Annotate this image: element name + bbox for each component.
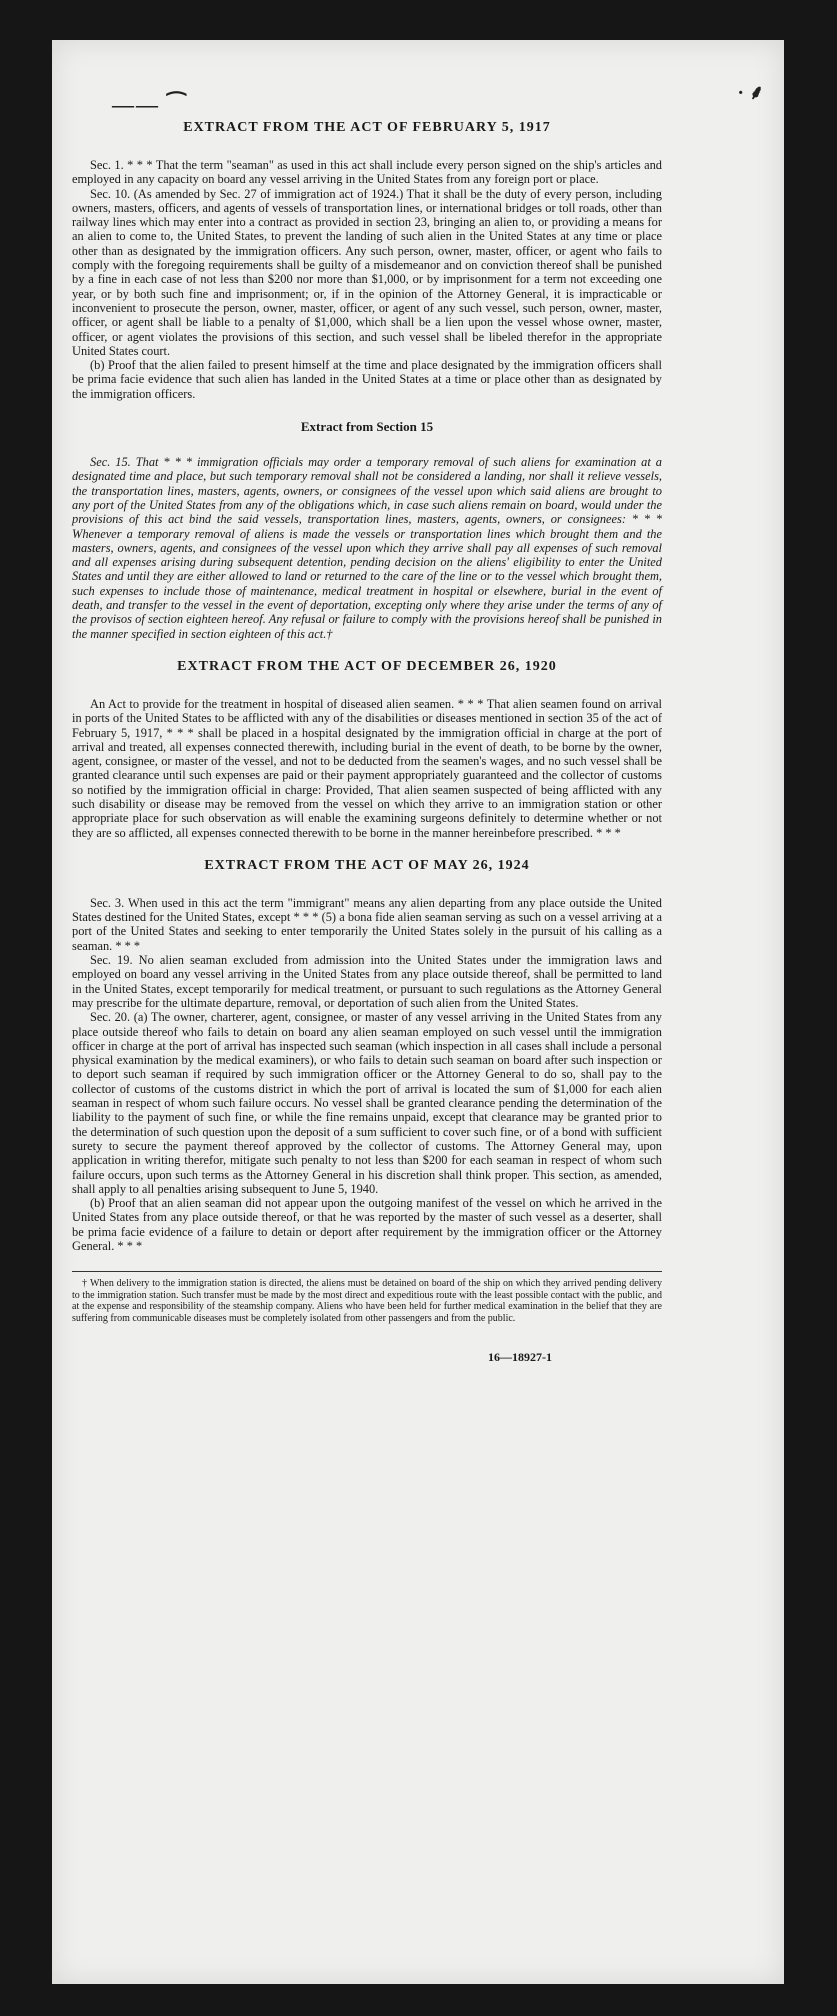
paragraph-sec-1: Sec. 1. * * * That the term "seaman" as used in this act shall include every person signed on the ship's articles and employed in any capacity on board any vessel arriving in the United States from any foreign port or place. [72,158,662,187]
paragraph-sec-19: Sec. 19. No alien seaman excluded from admission into the United States under the immigration laws and employed on board any vessel arriving in the United States from any place outside thereof, shall be permitted to land in the United States, except temporarily for medical treatment, or pursuant to such regulations as the Attorney General may prescribe for the ultimate departure, removal, or deportation of such alien from the United States. [72,953,662,1010]
paragraph-act-1920: An Act to provide for the treatment in hospital of diseased alien seamen. * * * That alien seamen found on arrival in ports of the United States to be afflicted with any of the disabilities or diseases mentioned in section 35 of the act of February 5, 1917, * * * shall be placed in a hospital designated by the immigration official in charge at the port of arrival and treated, all expenses connected therewith, including burial in the event of death, to be borne by the owner, agent, consignee, or master of the vessel, and not to be deducted from the seamen's wages, and no such vessel shall be granted clearance until such expenses are paid or their payment appropriately guaranteed and the collector of customs so notified by the immigration official in charge: Provided, That alien seamen suspected of being afflicted with any such disability or disease may be removed from the vessel on which they arrive to an immigration station or other appropriate place for such observation as will enable the examining surgeons definitely to determine whether or not they are so afflicted, all expenses connected therewith to be borne in the manner hereinbefore prescribed. * * * [72,696,662,840]
document-content [72,120,662,1365]
paragraph-sec-20-b: (b) Proof that an alien seaman did not appear upon the outgoing manifest of the vessel on which he arrived in the United States from any place outside thereof, or that he was reported by the master of such vessel as a deserter, shall be prima facie evidence of a failure to detain or deport after requirement by the immigration officer or the Attorney General. * * * [72,1196,662,1253]
footnote-text: † When delivery to the immigration station is directed, the aliens must be detained on board of the ship on which they arrived pending delivery to the immigration station. Such transfer must be made by the most direct and expeditious route with the least possible contact with the public, and at the expense and responsibility of the steamship company. Aliens who have been held for further medical examination in the belief that they are suffering from communicable diseases must be completely isolated from other passengers and from the public. [72,1278,662,1324]
corner-mark-right: · ⸙ [737,82,764,104]
section-title-act-1920: EXTRACT FROM THE ACT OF DECEMBER 26, 1920 [177,658,557,674]
section-act-1920 [72,659,662,840]
paragraph-sec-10-b: (b) Proof that the alien failed to present himself at the time and place designated by the immigration officers shall be prima facie evidence that such alien has landed in the United States at a time or place other than as designated by the immigration officers. [72,358,662,401]
section-title-act-1917: EXTRACT FROM THE ACT OF FEBRUARY 5, 1917 [183,120,551,135]
footnote-divider [72,1271,662,1272]
section-act-1917 [72,120,662,401]
paragraph-sec-3: Sec. 3. When used in this act the term "immigrant" means any alien departing from any place outside the United States destined for the United States, except * * * (5) a bona fide alien seaman serving as such on a vessel arriving at a port of the United States and seeking to enter temporarily the United States solely in the pursuit of his calling as a seaman. * * * [72,895,662,953]
paragraph-sec-15: Sec. 15. That * * * immigration officials may order a temporary removal of such aliens for examination at a designated time and place, but such temporary removal shall not be considered a landing, nor shall it relieve vessels, the transportation lines, masters, agents, owners, or consignees of the vessel upon which said aliens are brought to any port of the United States from any of the obligations which, in case such aliens remain on board, would under the provisions of this act bind the said vessels, transportation lines, masters, agents, owners, or consignees: * * * Whenever a temporary removal of aliens is made the vessels or transportation lines which brought them and the masters, owners, agents, and consignees of the vessel upon which they arrive shall pay all expenses of such removal and all expenses arising during subsequent detention, pending decision on the aliens' eligibility to enter the United States and until they are either allowed to land or returned to the care of the line or to the vessel which brought them, such expenses to include those of maintenance, medical treatment in hospital or elsewhere, burial in the event of death, and transfer to the vessel in the event of deportation, excepting only where they arise under the terms of any of the provisos of section eighteen hereof. Any refusal or failure to comply with the provisions hereof shall be punished in the manner specified in section eighteen of this act.† [72,455,662,641]
section-title-15: Extract from Section 15 [300,419,434,435]
footnote [72,1278,662,1324]
paragraph-sec-20-a: Sec. 20. (a) The owner, charterer, agent, consignee, or master of any vessel arriving in the United States from any place outside thereof who fails to detain on board any alien seaman employed on such vessel until the immigration officer in charge at the port of arrival has inspected such seaman (which inspection in all cases shall include a personal physical examination by the medical examiners), or who fails to detain such seaman on board after such inspection or to deport such seaman if required by such immigration officer or the Attorney General to do so, shall pay to the collector of customs of the customs district in which the port of arrival is located the sum of $1,000 for each alien seaman in respect of whom such failure occurs. No vessel shall be granted clearance pending the determination of the liability to the payment of such fine, or while the fine remains unpaid, except that clearance may be granted prior to the determination of such question upon the deposit of a sum sufficient to cover such fine, or of a bond with sufficient surety to secure the payment thereof approved by the collector of customs. The Attorney General may, upon application in writing therefor, mitigate such penalty to not less than $200 for each seaman in respect of whom such failure occurs, upon such terms as the Attorney General in his discretion shall think proper. This section, as amended, shall apply to all penalties arising subsequent to June 5, 1940. [72,1010,662,1196]
section-15 [72,419,662,641]
section-act-1924 [72,858,662,1253]
paragraph-sec-10: Sec. 10. (As amended by Sec. 27 of immigration act of 1924.) That it shall be the duty of every person, including owners, masters, officers, and agents of vessels of transportation lines, or international bridges or toll roads, other than railway lines which may enter into a contract as provided in section 23, bringing an alien to, or providing a means for an alien to come to, the United States, to prevent the landing of such alien in the United States at any time or place other than as designated by the immigration officers. Any such person, owner, master, officer, or agent who fails to comply with the foregoing requirements shall be guilty of a misdemeanor and on conviction thereof shall be punished by a fine in each case of not less than $200 nor more than $1,000, or by imprisonment for a term not exceeding one year, or by both such fine and imprisonment; or, if in the opinion of the Attorney General, it is impracticable or inconvenient to prosecute the person, owner, master, officer, or agent of any such vessel, such person, owner, master, officer, or agent shall be liable to a penalty of $1,000, which shall be a lien upon the vessel whose owner, master, officer, or agent violates the provisions of this section, and such vessel shall be libeled therefor in the appropriate United States court. [72,186,662,358]
section-title-act-1924: EXTRACT FROM THE ACT OF MAY 26, 1924 [204,857,530,873]
corner-mark-left: —— ⁀ [112,92,188,117]
form-number: 16—18927-1 [488,1350,552,1365]
